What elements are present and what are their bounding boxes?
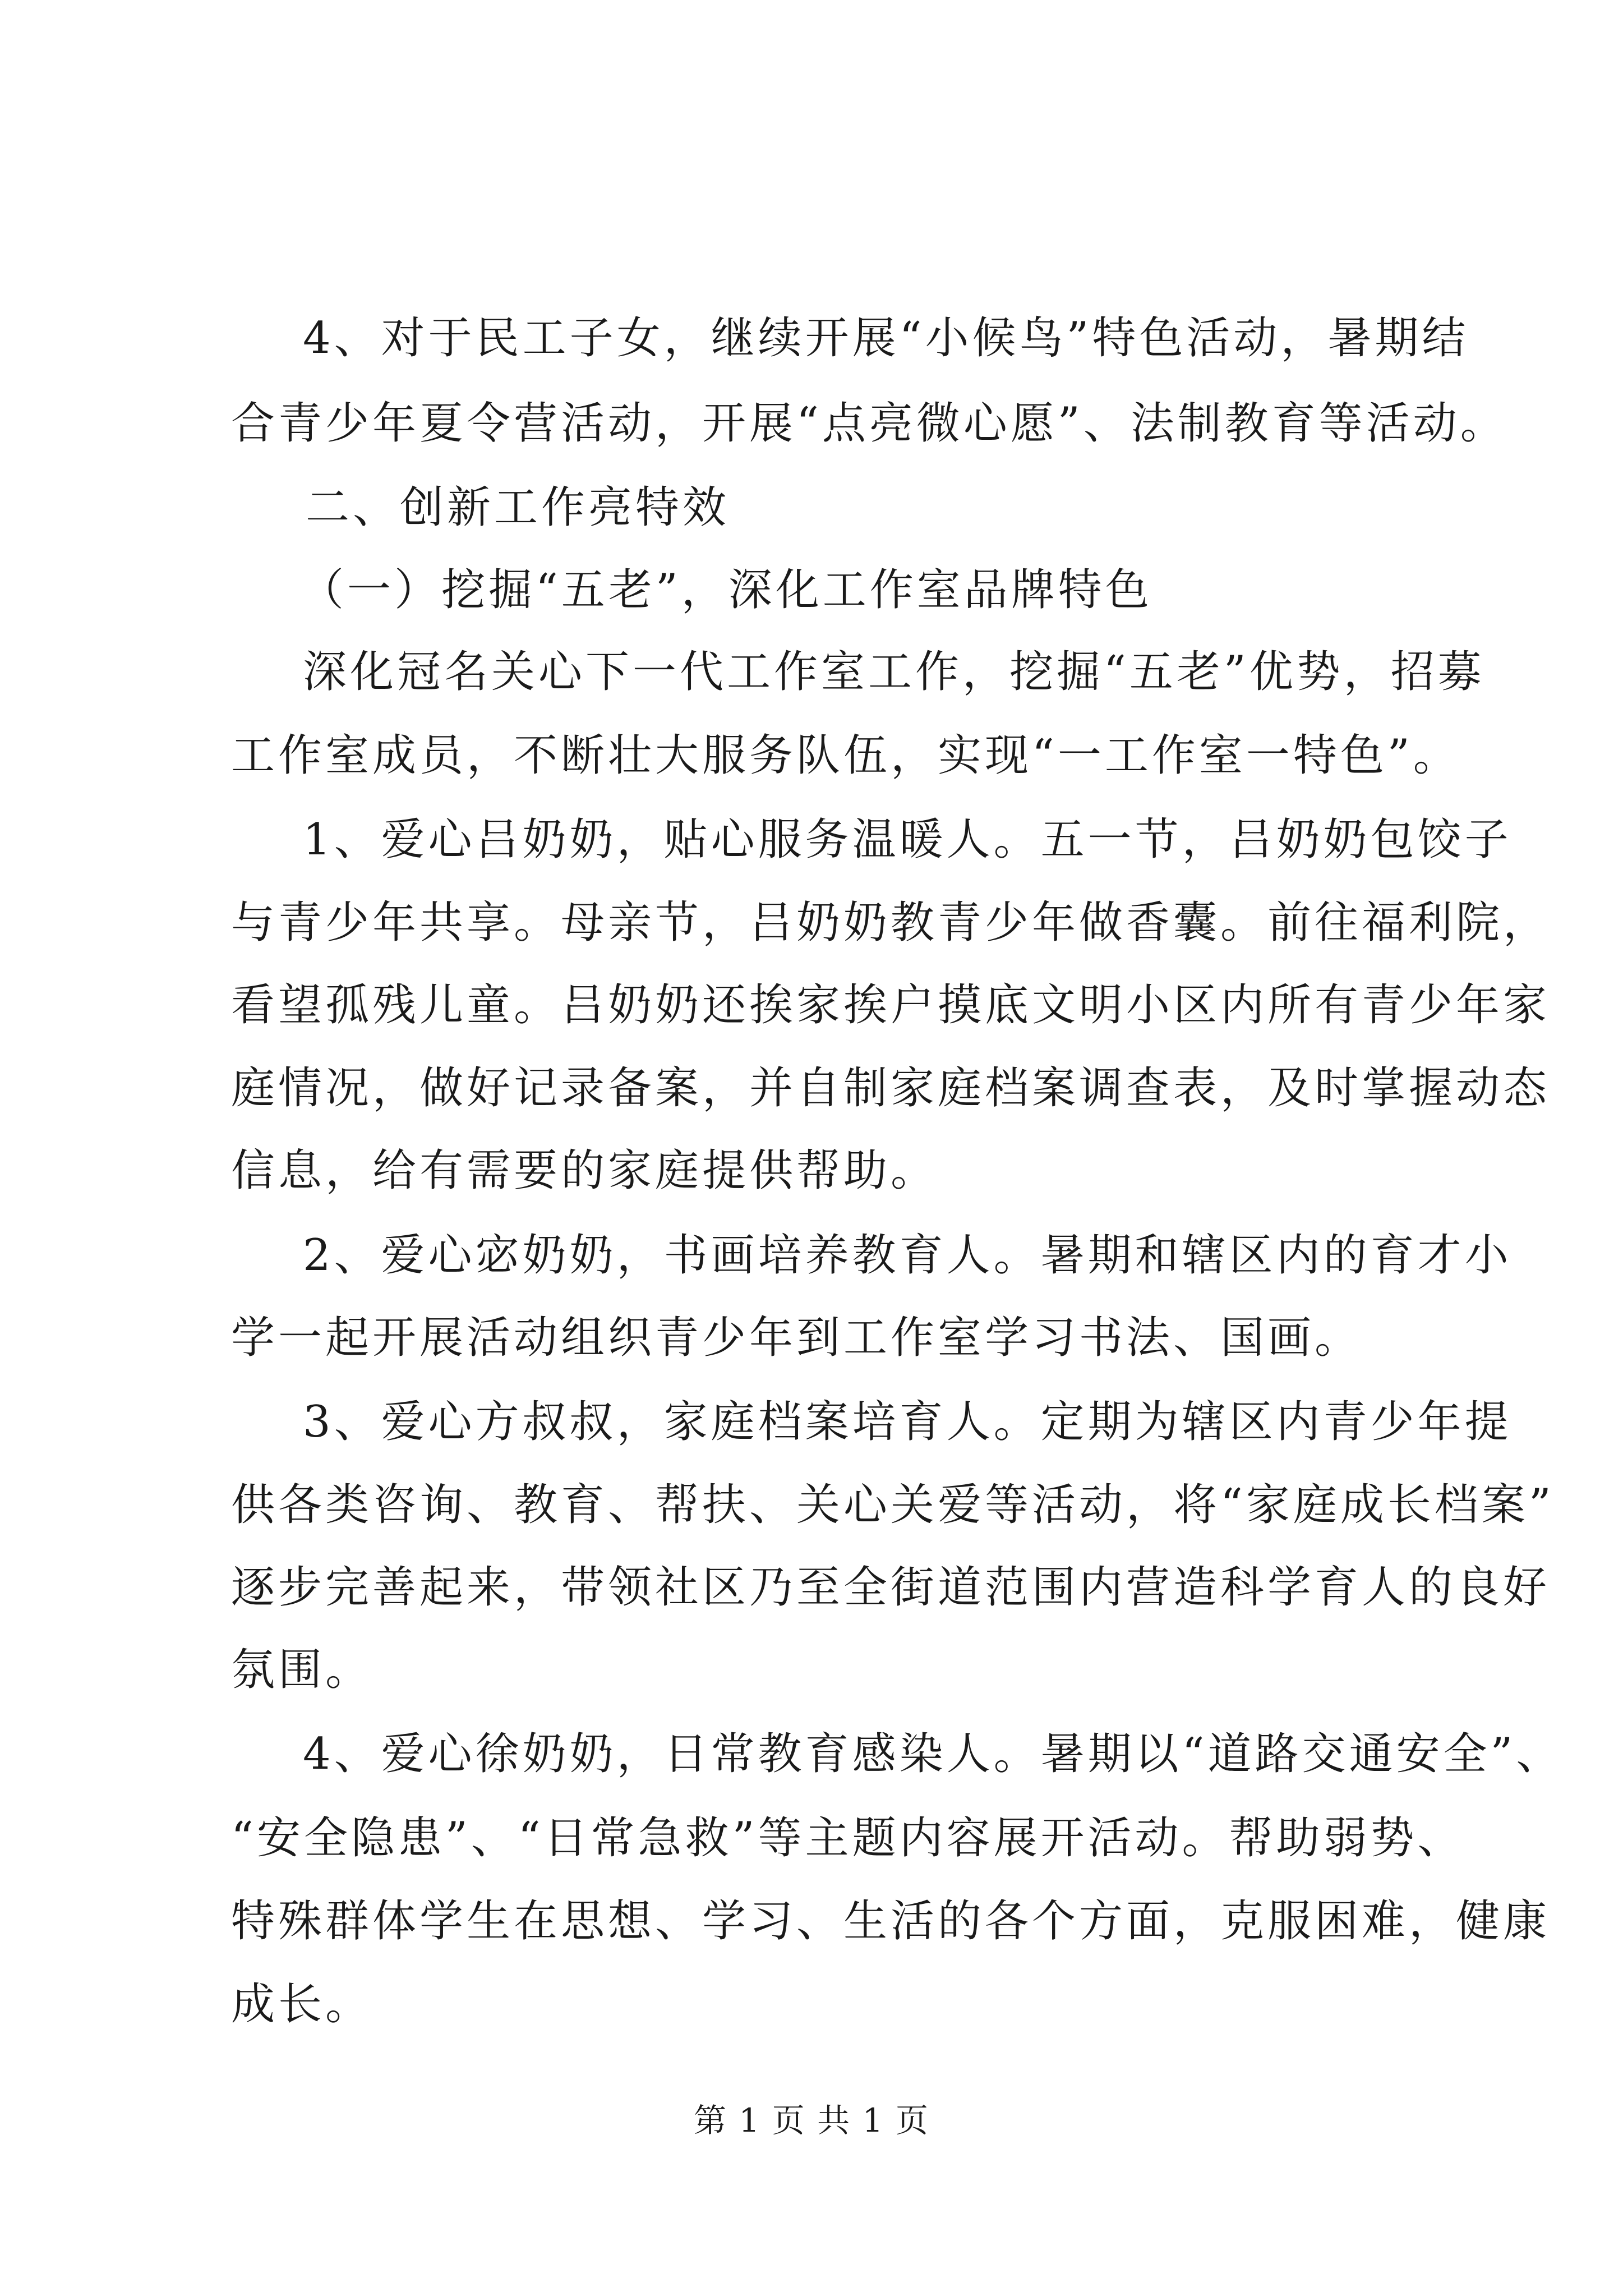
paragraph-line: 合青少年夏令营活动，开展“点亮微心愿”、法制教育等活动。 [231, 398, 1507, 449]
paragraph-line: 2、爱心宓奶奶，书画培养教育人。暑期和辖区内的育才小 [303, 1230, 1512, 1281]
paragraph-line: 逐步完善起来，带领社区乃至全街道范围内营造科学育人的良好 [231, 1562, 1551, 1613]
paragraph-line: 4、爱心徐奶奶，日常教育感染人。暑期以“道路交通安全”、 [303, 1729, 1564, 1779]
paragraph-line: 学一起开展活动组织青少年到工作室学习书法、国画。 [231, 1313, 1362, 1363]
paragraph-line: 成长。 [231, 1979, 373, 2030]
paragraph-line: “安全隐患”、“日常急救”等主题内容展开活动。帮助弱势、 [231, 1813, 1465, 1864]
paragraph-line: 信息，给有需要的家庭提供帮助。 [231, 1145, 938, 1196]
paragraph-line: 4、对于民工子女，继续开展“小候鸟”特色活动，暑期结 [303, 313, 1469, 364]
page-footer: 第 1 页 共 1 页 [694, 2101, 929, 2139]
subsection-heading: （一）挖掘“五老”，深化工作室品牌特色 [300, 565, 1152, 615]
paragraph-line: 1、爱心吕奶奶，贴心服务温暖人。五一节，吕奶奶包饺子 [303, 815, 1512, 865]
paragraph-line: 3、爱心方叔叔，家庭档案培育人。定期为辖区内青少年提 [303, 1397, 1512, 1447]
paragraph-line: 庭情况，做好记录备案，并自制家庭档案调查表，及时掌握动态 [231, 1063, 1551, 1114]
section-heading: 二、创新工作亮特效 [306, 482, 730, 533]
paragraph-line: 与青少年共享。母亲节，吕奶奶教青少年做香囊。前往福利院， [231, 898, 1551, 948]
paragraph-line: 供各类咨询、教育、帮扶、关心关爱等活动，将“家庭成长档案” [231, 1480, 1555, 1530]
paragraph-line: 特殊群体学生在思想、学习、生活的各个方面，克服困难，健康 [231, 1896, 1551, 1947]
paragraph-line: 深化冠名关心下一代工作室工作，挖掘“五老”优势，招募 [303, 647, 1485, 697]
paragraph-line: 氛围。 [231, 1645, 373, 1695]
paragraph-line: 工作室成员，不断壮大服务队伍，实现“一工作室一特色”。 [231, 730, 1460, 781]
paragraph-line: 看望孤残儿童。吕奶奶还挨家挨户摸底文明小区内所有青少年家 [231, 980, 1551, 1030]
